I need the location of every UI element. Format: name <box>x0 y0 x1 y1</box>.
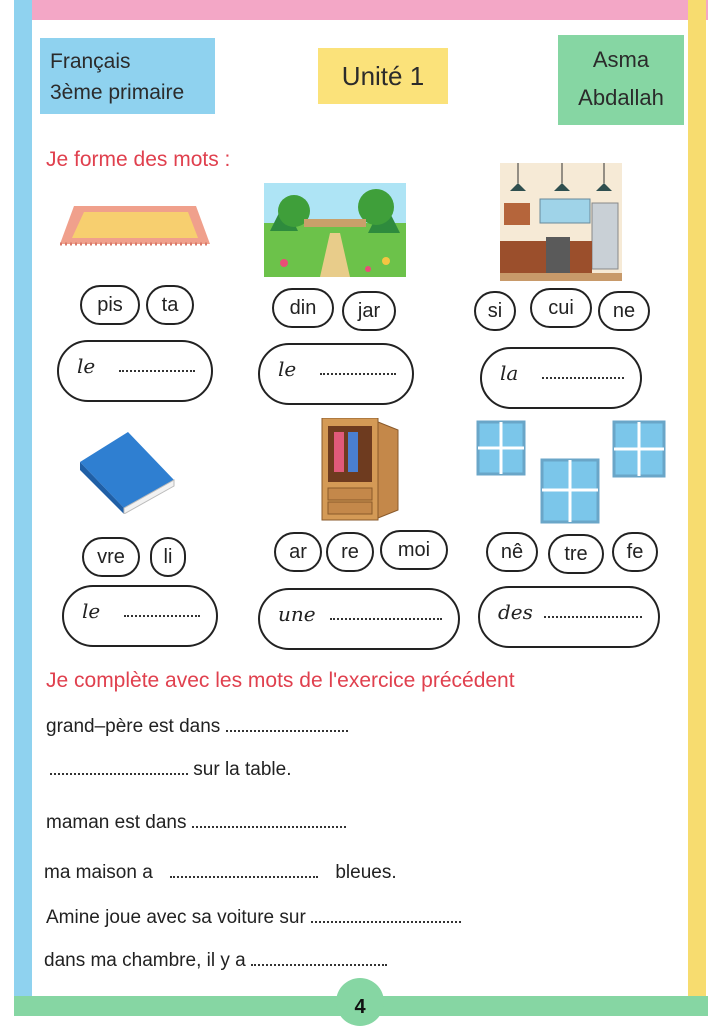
sentence-blank[interactable] <box>192 812 346 828</box>
right-border <box>688 0 706 1016</box>
answer-box[interactable] <box>57 340 213 402</box>
syllable-chip: moi <box>380 530 448 570</box>
article-label: le <box>77 354 96 378</box>
answer-blank[interactable] <box>542 371 624 379</box>
syllable-chip: cui <box>530 288 592 328</box>
answer-box[interactable] <box>478 586 660 648</box>
sentence-text: sur la table. <box>193 759 292 780</box>
sentence-blank[interactable] <box>226 716 348 732</box>
exercise1-title: Je forme des mots : <box>46 148 231 171</box>
top-border <box>14 0 708 20</box>
answer-box[interactable] <box>258 343 414 405</box>
article-label: le <box>278 357 297 381</box>
sentence-1 <box>46 716 348 738</box>
sentence-blank[interactable] <box>311 907 461 923</box>
left-border <box>14 0 32 1016</box>
syllable-chip: jar <box>342 291 396 331</box>
article-label: une <box>278 602 316 626</box>
sentence-text: Amine joue avec sa voiture sur <box>46 907 306 928</box>
unit-label: Unité 1 <box>318 48 448 104</box>
article-label: le <box>82 599 101 623</box>
syllable-chip: li <box>150 537 186 577</box>
answer-blank[interactable] <box>320 367 396 375</box>
sentence-blank[interactable] <box>170 862 318 878</box>
syllable-chip: re <box>326 532 374 572</box>
sentence-2 <box>50 759 292 781</box>
sentence-text: maman est dans <box>46 812 187 833</box>
subject-label <box>40 38 215 114</box>
grade-text: 3ème primaire <box>50 81 185 104</box>
wardrobe-icon <box>318 418 402 524</box>
article-label: la <box>500 361 519 385</box>
answer-blank[interactable] <box>119 364 195 372</box>
syllable-chip: si <box>474 291 516 331</box>
syllable-chip: nê <box>486 532 538 572</box>
sentence-text: dans ma chambre, il y a <box>44 950 246 971</box>
rug-icon <box>56 200 214 250</box>
answer-box[interactable] <box>62 585 218 647</box>
sentence-5 <box>46 907 461 929</box>
subject-text: Français <box>50 50 131 73</box>
answer-blank[interactable] <box>330 612 442 620</box>
article-label: des <box>498 600 533 624</box>
answer-box[interactable] <box>480 347 642 409</box>
sentence-text: grand–père est dans <box>46 716 221 737</box>
sentence-text: ma maison a <box>44 862 153 883</box>
windows-icon <box>474 418 674 526</box>
author-first-name: Asma <box>592 47 650 72</box>
sentence-6 <box>44 950 387 972</box>
author-label <box>558 35 684 125</box>
sentence-text: bleues. <box>335 862 397 883</box>
page-number: 4 <box>336 978 384 1026</box>
author-last-name: Abdallah <box>578 85 664 110</box>
book-icon <box>76 428 176 514</box>
answer-blank[interactable] <box>124 609 200 617</box>
exercise2-title: Je complète avec les mots de l'exercice précédent <box>46 669 515 692</box>
sentence-3 <box>46 812 346 834</box>
syllable-chip: ne <box>598 291 650 331</box>
syllable-chip: ar <box>274 532 322 572</box>
syllable-chip: ta <box>146 285 194 325</box>
sentence-blank[interactable] <box>251 950 387 966</box>
answer-blank[interactable] <box>544 610 642 618</box>
sentence-4 <box>44 862 397 884</box>
syllable-chip: din <box>272 288 334 328</box>
syllable-chip: vre <box>82 537 140 577</box>
syllable-chip: fe <box>612 532 658 572</box>
syllable-chip: tre <box>548 534 604 574</box>
sentence-blank[interactable] <box>50 759 188 775</box>
syllable-chip: pis <box>80 285 140 325</box>
kitchen-icon <box>500 163 622 281</box>
garden-icon <box>264 183 406 277</box>
answer-box[interactable] <box>258 588 460 650</box>
